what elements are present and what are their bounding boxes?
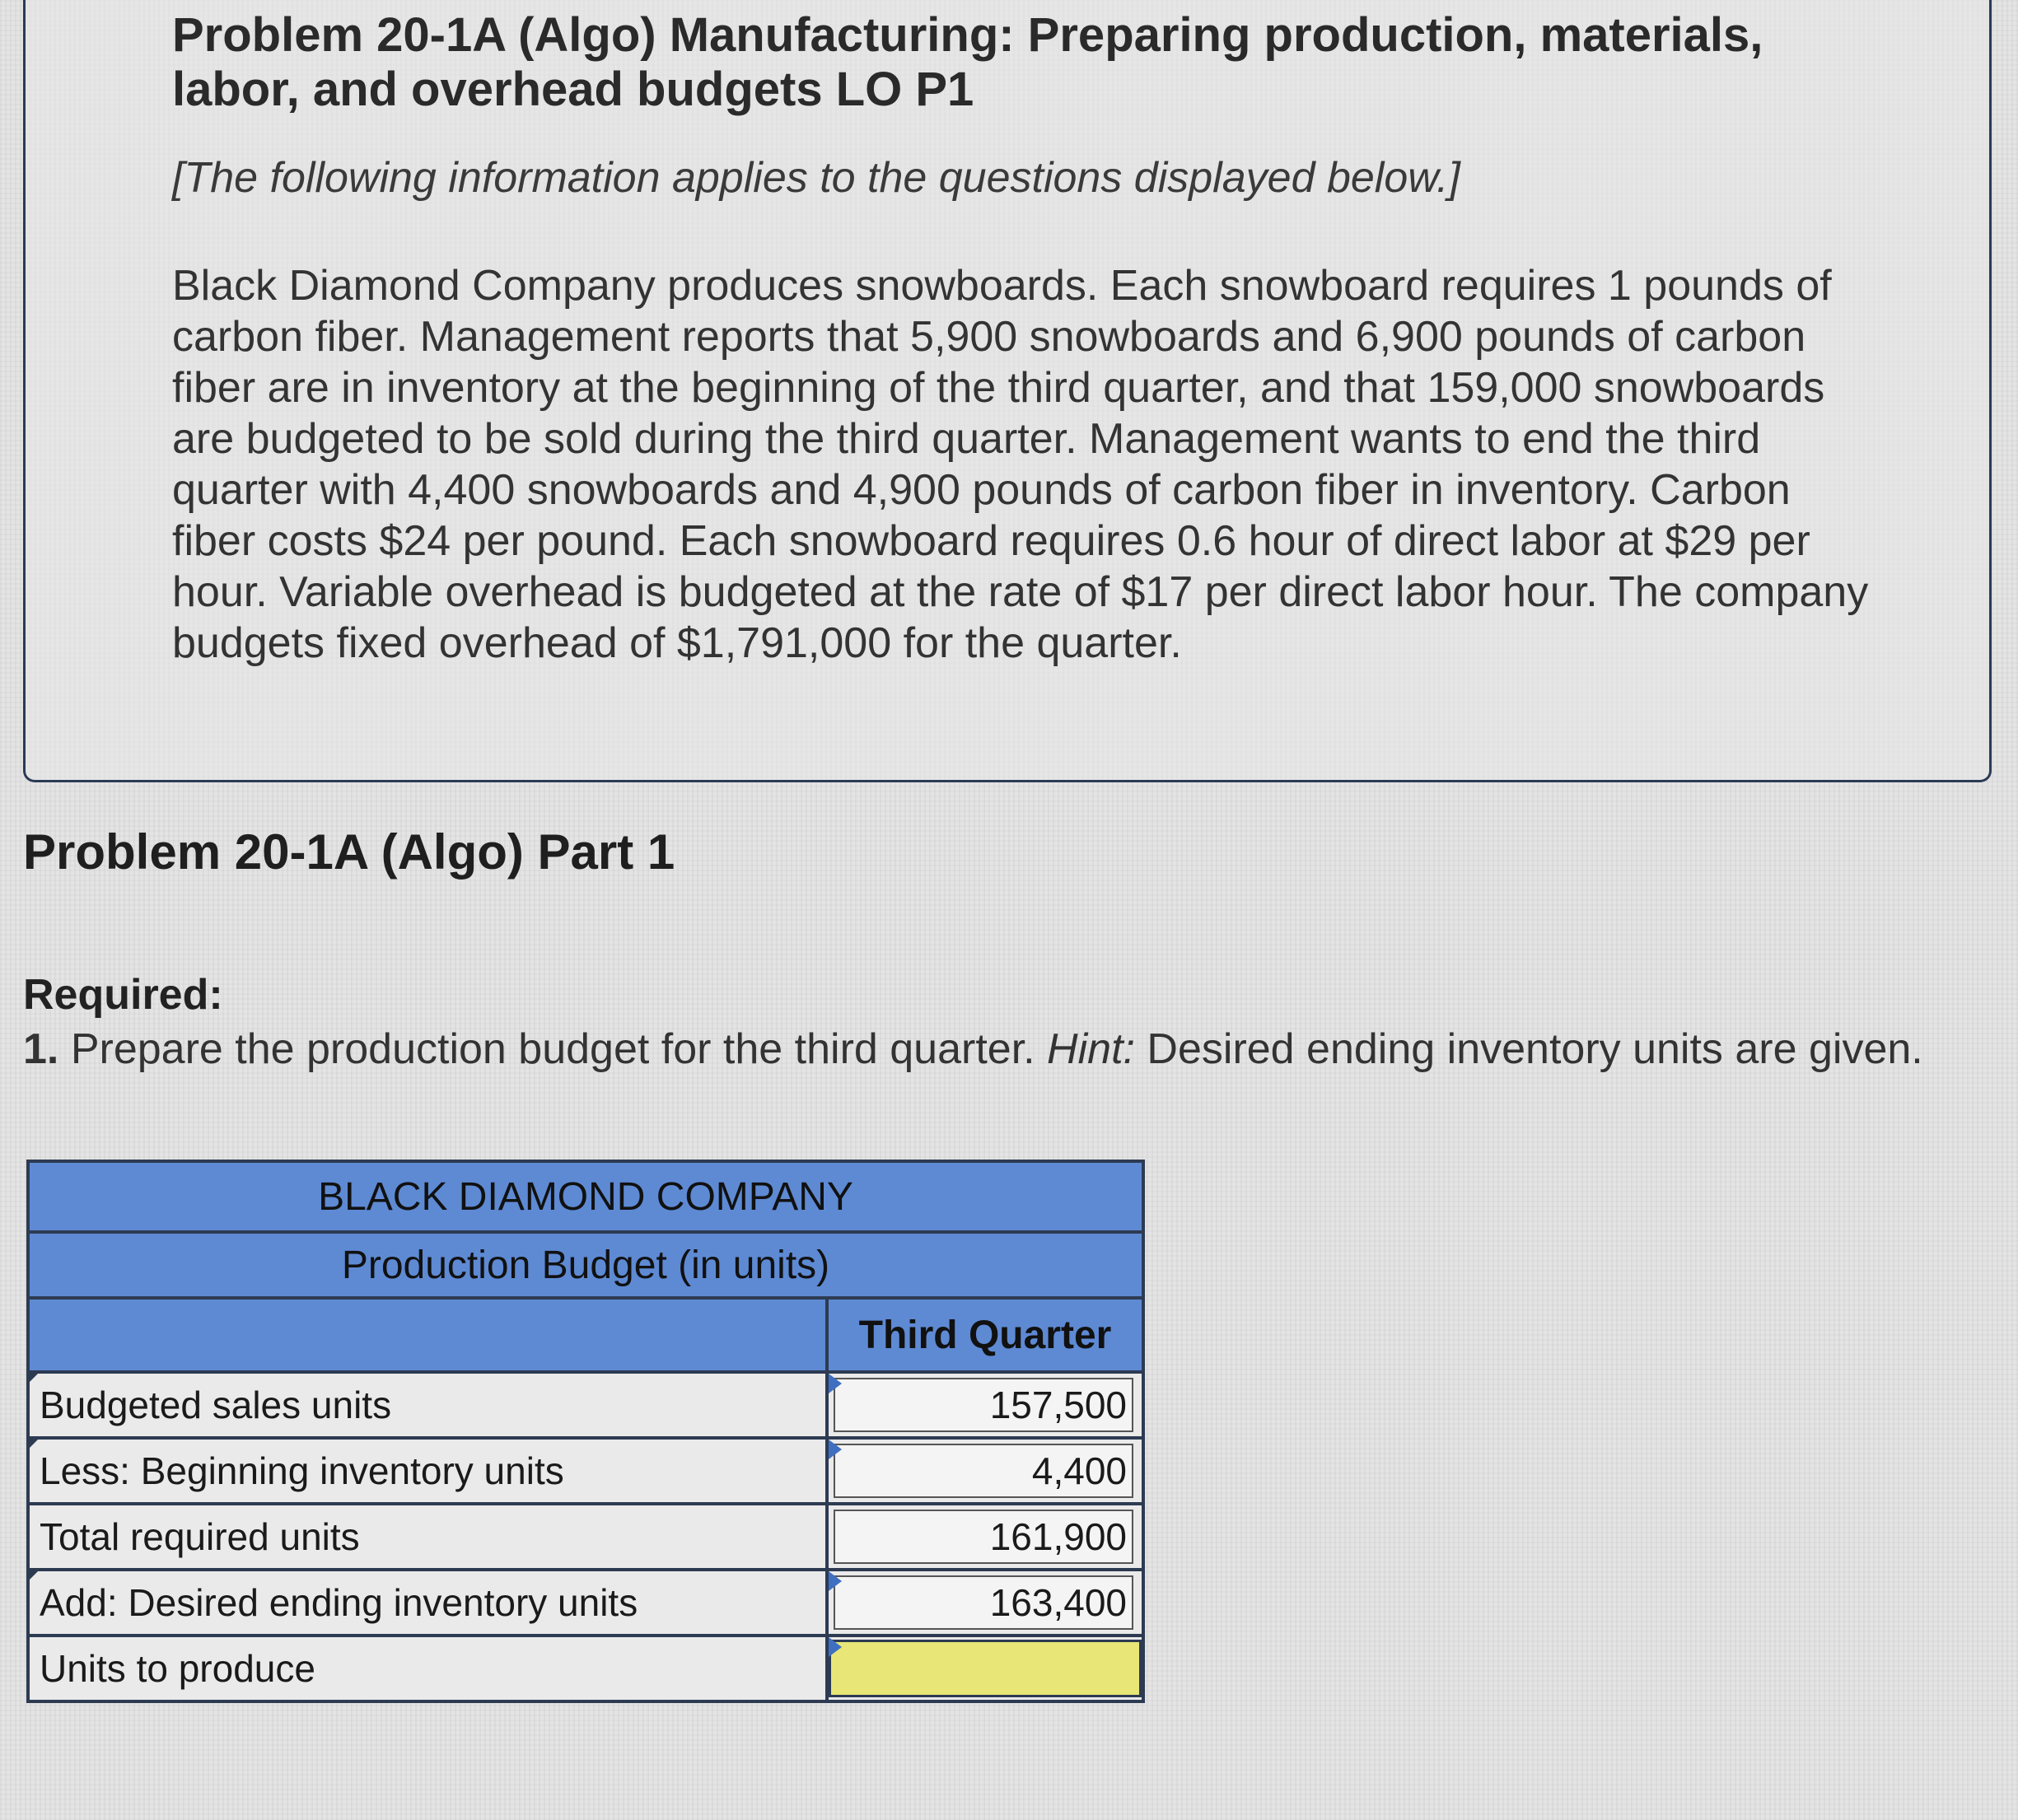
desired-ending-inventory-input[interactable]: 163,400 bbox=[834, 1575, 1133, 1630]
row-label: Units to produce bbox=[40, 1647, 315, 1690]
row-value-cell[interactable] bbox=[827, 1570, 1143, 1636]
table-row bbox=[28, 1570, 1143, 1636]
dropdown-flag-icon bbox=[30, 1571, 38, 1580]
table-row bbox=[28, 1504, 1143, 1570]
units-to-produce-input[interactable] bbox=[829, 1640, 1142, 1697]
cell-marker-icon bbox=[829, 1637, 842, 1657]
row-value-cell[interactable] bbox=[827, 1372, 1143, 1438]
row-value-cell[interactable] bbox=[827, 1636, 1143, 1701]
cell-marker-icon bbox=[829, 1571, 842, 1591]
row-label-cell[interactable] bbox=[28, 1372, 827, 1438]
cell-marker-icon bbox=[829, 1440, 842, 1459]
cell-marker-icon bbox=[829, 1374, 842, 1393]
production-budget-table bbox=[26, 1160, 1145, 1703]
company-name: BLACK DIAMOND COMPANY bbox=[318, 1174, 853, 1219]
row-label: Less: Beginning inventory units bbox=[40, 1449, 564, 1492]
row-value-cell[interactable] bbox=[827, 1504, 1143, 1570]
row-label-cell[interactable] bbox=[28, 1438, 827, 1504]
beginning-inventory-units-input[interactable]: 4,400 bbox=[834, 1444, 1133, 1498]
budget-title-header bbox=[28, 1232, 1143, 1298]
row-label-cell bbox=[28, 1636, 827, 1701]
row-value-cell[interactable] bbox=[827, 1438, 1143, 1504]
label-column-header bbox=[28, 1298, 827, 1372]
problem-description: Black Diamond Company produces snowboards. Each snowboard requires 1 pounds of carbon fiber. Management reports that 5,900 snowboards and 6,900 pounds of carbon fiber are in inventory at the beginning of the third quarter, and that 159,000 snowboards are budgeted to be sold during the third quarter. Management wants to end the third quarter with 4,400 snowboards and 4,900 pounds of carbon fiber in inventory. Carbon fiber costs $24 per pound. Each snowboard requires 0.6 hour of direct labor at $29 per hour. Variable overhead is budgeted at the rate of $17 per direct labor hour. The company budgets fixed overhead of $1,791,000 for the quarter. bbox=[172, 262, 1869, 667]
row-label: Add: Desired ending inventory units bbox=[40, 1581, 638, 1624]
part-title: Problem 20-1A (Algo) Part 1 bbox=[23, 824, 675, 880]
row-label: Total required units bbox=[40, 1515, 360, 1558]
table-row bbox=[28, 1636, 1143, 1701]
table-row bbox=[28, 1438, 1143, 1504]
third-quarter-column-header: Third Quarter bbox=[827, 1298, 1143, 1372]
required-item-1 bbox=[23, 1024, 1923, 1074]
budget-title: Production Budget (in units) bbox=[341, 1243, 830, 1287]
total-required-units-input[interactable]: 161,900 bbox=[834, 1510, 1133, 1564]
hint-text: Desired ending inventory units are given. bbox=[1147, 1025, 1923, 1073]
table-row bbox=[28, 1372, 1143, 1438]
dropdown-flag-icon bbox=[30, 1440, 38, 1448]
company-name-header bbox=[28, 1161, 1143, 1232]
row-label-cell[interactable] bbox=[28, 1570, 827, 1636]
dropdown-flag-icon bbox=[30, 1374, 38, 1382]
hint-label: Hint: bbox=[1047, 1025, 1135, 1073]
row-label: Budgeted sales units bbox=[40, 1384, 392, 1426]
required-label: Required: bbox=[23, 971, 223, 1019]
required-item-text: Prepare the production budget for the third quarter. bbox=[70, 1025, 1035, 1073]
problem-info-panel bbox=[23, 0, 1992, 782]
problem-title: Problem 20-1A (Algo) Manufacturing: Preparing production, materials, labor, and overhead budgets LO P1 bbox=[172, 8, 1763, 116]
required-item-number: 1. bbox=[23, 1025, 59, 1073]
row-label-cell bbox=[28, 1504, 827, 1570]
budgeted-sales-units-input[interactable]: 157,500 bbox=[834, 1378, 1133, 1432]
intro-note: [The following information applies to the questions displayed below.] bbox=[172, 154, 1460, 202]
